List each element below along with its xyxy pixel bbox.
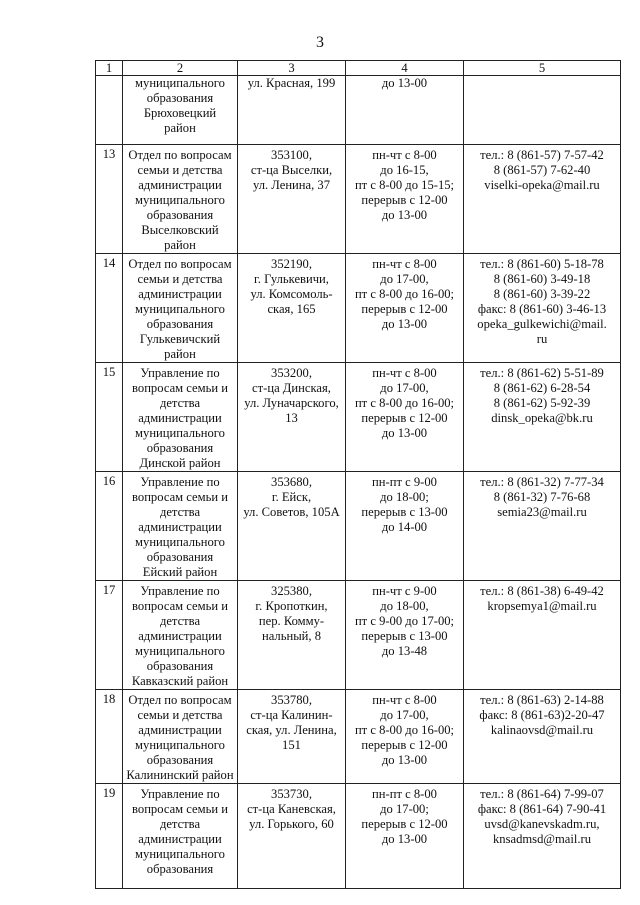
organization-name-line: администрации	[138, 723, 222, 737]
column-header: 1	[96, 61, 123, 76]
working-hours-line: до 13-00	[381, 76, 428, 90]
organization-name-line: вопросам семьи и	[132, 381, 228, 395]
row-number-cell: 19	[96, 784, 123, 889]
contacts-cell	[464, 784, 621, 889]
address-line: ул. Комсомоль-	[250, 287, 333, 301]
working-hours-cell	[346, 254, 464, 363]
address-line: ст-ца Каневская,	[247, 802, 336, 816]
organization-name-line: Динской район	[139, 456, 221, 470]
organization-name-line: муниципального	[135, 644, 225, 658]
contacts-cell	[464, 690, 621, 784]
address-line: 353780,	[271, 693, 312, 707]
working-hours-line: перерыв с 12-00	[361, 817, 448, 831]
organization-name-line: муниципального	[135, 535, 225, 549]
working-hours-line: перерыв с 13-00	[361, 629, 448, 643]
working-hours-line: перерыв с 12-00	[361, 411, 448, 425]
address-line: 325380,	[271, 584, 312, 598]
contacts-cell	[464, 254, 621, 363]
address-cell	[238, 145, 346, 254]
contacts-line: тел.: 8 (861-62) 5-51-89	[480, 366, 604, 380]
organization-name-cell	[123, 472, 238, 581]
row-number-cell	[96, 76, 123, 145]
organization-name-line: администрации	[138, 520, 222, 534]
working-hours-line: пт с 8-00 до 16-00;	[354, 723, 455, 737]
organization-name-line: администрации	[138, 287, 222, 301]
working-hours-line: перерыв с 13-00	[361, 505, 448, 519]
organization-name-line: Брюховецкий	[143, 106, 217, 120]
contacts-line: 8 (861-62) 5-92-39	[493, 396, 591, 410]
organization-name-line: вопросам семьи и	[132, 802, 228, 816]
contacts-line: тел.: 8 (861-38) 6-49-42	[480, 584, 604, 598]
row-number-cell: 16	[96, 472, 123, 581]
table-row	[96, 690, 621, 784]
organization-name-line: Гулькевичский	[139, 332, 221, 346]
working-hours-line: перерыв с 12-00	[361, 738, 448, 752]
contacts-cell	[464, 581, 621, 690]
address-line: 352190,	[271, 257, 312, 271]
address-line: г. Кропоткин,	[255, 599, 328, 613]
working-hours-cell	[346, 472, 464, 581]
working-hours-line: перерыв с 12-00	[361, 302, 448, 316]
contacts-line: тел.: 8 (861-60) 5-18-78	[480, 257, 604, 271]
organization-name-line: администрации	[138, 629, 222, 643]
working-hours-line: до 16-15,	[380, 163, 429, 177]
working-hours-line: до 17-00;	[380, 802, 429, 816]
address-line: 353100,	[271, 148, 312, 162]
organization-name-line: Управление по	[140, 475, 220, 489]
address-line: 353200,	[271, 366, 312, 380]
working-hours-line: до 17-00,	[380, 381, 429, 395]
working-hours-line: до 14-00	[381, 520, 428, 534]
address-line: ул. Горького, 60	[249, 817, 334, 831]
organization-name-line: администрации	[138, 178, 222, 192]
table-row	[96, 581, 621, 690]
working-hours-line: до 13-00	[381, 208, 428, 222]
organization-name-line: детства	[159, 396, 201, 410]
address-line: ст-ца Выселки,	[250, 163, 333, 177]
organization-name-line: детства	[159, 614, 201, 628]
contacts-line: dinsk_opeka@bk.ru	[491, 411, 593, 425]
organization-name-line: вопросам семьи и	[132, 599, 228, 613]
organization-name-line: Калининский район	[126, 768, 234, 782]
working-hours-line: до 18-00,	[380, 599, 429, 613]
contacts-line: тел.: 8 (861-63) 2-14-88	[480, 693, 604, 707]
organization-name-line: Управление по	[140, 787, 220, 801]
organization-name-line: образования	[146, 550, 214, 564]
organization-name-line: образования	[146, 91, 214, 105]
column-header: 2	[123, 61, 238, 76]
address-cell	[238, 690, 346, 784]
organization-name-line: Выселковский	[141, 223, 219, 237]
contacts-cell	[464, 145, 621, 254]
address-line: ст-ца Калинин-	[250, 708, 333, 722]
organization-name-line: Кавказский район	[131, 674, 229, 688]
table-header-row	[96, 61, 621, 76]
organization-name-cell	[123, 581, 238, 690]
organization-name-line: муниципального	[135, 193, 225, 207]
organization-name-line: Управление по	[140, 584, 220, 598]
address-line: г. Ейск,	[271, 490, 312, 504]
working-hours-line: пт с 8-00 до 16-00;	[354, 396, 455, 410]
contacts-line: knsadmsd@mail.ru	[493, 832, 591, 846]
address-line: нальный, 8	[261, 629, 321, 643]
organization-name-line: муниципального	[135, 738, 225, 752]
contacts-line: kalinaovsd@mail.ru	[490, 723, 594, 737]
organization-name-line: Ейский район	[142, 565, 218, 579]
row-number-cell: 14	[96, 254, 123, 363]
address-cell	[238, 472, 346, 581]
working-hours-cell	[346, 690, 464, 784]
contacts-table	[95, 60, 621, 889]
organization-name-line: семьи и детства	[137, 708, 223, 722]
contacts-line: тел.: 8 (861-32) 7-77-34	[480, 475, 604, 489]
table-row	[96, 784, 621, 889]
contacts-line: 8 (861-62) 6-28-54	[493, 381, 591, 395]
organization-name-cell	[123, 254, 238, 363]
organization-name-line: образования	[146, 208, 214, 222]
address-line: г. Гулькевичи,	[254, 272, 329, 286]
organization-name-cell	[123, 76, 238, 145]
address-cell	[238, 76, 346, 145]
working-hours-line: до 13-48	[381, 644, 428, 658]
column-header: 5	[464, 61, 621, 76]
row-number-cell: 13	[96, 145, 123, 254]
address-cell	[238, 784, 346, 889]
contacts-cell	[464, 472, 621, 581]
organization-name-cell	[123, 784, 238, 889]
organization-name-cell	[123, 145, 238, 254]
contacts-line: факс: 8 (861-64) 7-90-41	[477, 802, 607, 816]
contacts-line: 8 (861-60) 3-49-18	[493, 272, 591, 286]
organization-name-line: образования	[146, 317, 214, 331]
organization-name-line: вопросам семьи и	[132, 490, 228, 504]
working-hours-line: пн-чт с 8-00	[372, 148, 437, 162]
organization-name-cell	[123, 363, 238, 472]
organization-name-line: детства	[159, 505, 201, 519]
table-row	[96, 145, 621, 254]
organization-name-line: муниципального	[135, 426, 225, 440]
address-line: ул. Красная, 199	[247, 76, 336, 90]
organization-name-line: образования	[146, 441, 214, 455]
page-number: 3	[316, 34, 324, 51]
working-hours-line: пт с 8-00 до 15-15;	[354, 178, 455, 192]
organization-name-line: район	[164, 121, 196, 135]
working-hours-line: пн-пт с 9-00	[372, 475, 437, 489]
table-row	[96, 363, 621, 472]
working-hours-line: до 18-00;	[380, 490, 429, 504]
address-cell	[238, 581, 346, 690]
organization-name-line: семьи и детства	[137, 272, 223, 286]
address-line: ская, ул. Ленина,	[246, 723, 337, 737]
contacts-cell	[464, 76, 621, 145]
working-hours-cell	[346, 363, 464, 472]
organization-name-line: образования	[146, 862, 214, 876]
address-line: пер. Комму-	[258, 614, 325, 628]
contacts-line: kropsemya1@mail.ru	[487, 599, 597, 613]
working-hours-cell	[346, 581, 464, 690]
address-line: 13	[285, 411, 298, 425]
contacts-line: 8 (861-60) 3-39-22	[493, 287, 591, 301]
organization-name-line: муниципального	[135, 302, 225, 316]
contacts-line: ru	[536, 332, 548, 346]
address-cell	[238, 363, 346, 472]
contacts-line: тел.: 8 (861-57) 7-57-42	[480, 148, 604, 162]
working-hours-line: пт с 8-00 до 16-00;	[354, 287, 455, 301]
working-hours-cell	[346, 145, 464, 254]
working-hours-line: пн-чт с 9-00	[372, 584, 437, 598]
contacts-line: opeka_gulkewichi@mail.	[477, 317, 607, 331]
organization-name-line: семьи и детства	[137, 163, 223, 177]
working-hours-line: пн-чт с 8-00	[372, 366, 437, 380]
organization-name-line: Отдел по вопросам	[128, 257, 232, 271]
organization-name-cell	[123, 690, 238, 784]
organization-name-line: администрации	[138, 832, 222, 846]
address-line: ская, 165	[267, 302, 316, 316]
organization-name-line: администрации	[138, 411, 222, 425]
working-hours-line: до 13-00	[381, 753, 428, 767]
organization-name-line: район	[164, 347, 196, 361]
table-body	[96, 61, 621, 889]
working-hours-line: пн-пт с 8-00	[372, 787, 437, 801]
column-header: 3	[238, 61, 346, 76]
working-hours-line: до 13-00	[381, 426, 428, 440]
column-header: 4	[346, 61, 464, 76]
contacts-line: uvsd@kanevskadm.ru,	[484, 817, 600, 831]
contacts-line: факс: 8 (861-60) 3-46-13	[477, 302, 607, 316]
row-number-cell: 18	[96, 690, 123, 784]
table-row	[96, 472, 621, 581]
address-line: 151	[282, 738, 301, 752]
row-number-cell: 17	[96, 581, 123, 690]
organization-name-line: район	[164, 238, 196, 252]
working-hours-line: до 17-00,	[380, 708, 429, 722]
address-cell	[238, 254, 346, 363]
organization-name-line: Отдел по вопросам	[128, 693, 232, 707]
contacts-line: тел.: 8 (861-64) 7-99-07	[480, 787, 604, 801]
working-hours-line: пн-чт с 8-00	[372, 693, 437, 707]
working-hours-cell	[346, 784, 464, 889]
contacts-line: 8 (861-32) 7-76-68	[493, 490, 591, 504]
working-hours-line: до 17-00,	[380, 272, 429, 286]
address-line: ул. Советов, 105А	[243, 505, 340, 519]
working-hours-line: пт с 9-00 до 17-00;	[354, 614, 455, 628]
address-line: ул. Луначарского,	[244, 396, 339, 410]
working-hours-line: пн-чт с 8-00	[372, 257, 437, 271]
contacts-line: semia23@mail.ru	[497, 505, 587, 519]
address-line: 353680,	[271, 475, 312, 489]
organization-name-line: муниципального	[135, 847, 225, 861]
working-hours-line: до 13-00	[381, 832, 428, 846]
organization-name-line: муниципального	[135, 76, 225, 90]
table-row	[96, 254, 621, 363]
working-hours-cell	[346, 76, 464, 145]
contacts-line: 8 (861-57) 7-62-40	[493, 163, 591, 177]
organization-name-line: Управление по	[140, 366, 220, 380]
address-line: ул. Ленина, 37	[252, 178, 331, 192]
table-row	[96, 76, 621, 145]
organization-name-line: Отдел по вопросам	[128, 148, 232, 162]
contacts-line: факс: 8 (861-63)2-20-47	[479, 708, 605, 722]
working-hours-line: перерыв с 12-00	[361, 193, 448, 207]
row-number-cell: 15	[96, 363, 123, 472]
organization-name-line: образования	[146, 659, 214, 673]
address-line: 353730,	[271, 787, 312, 801]
contacts-cell	[464, 363, 621, 472]
organization-name-line: детства	[159, 817, 201, 831]
organization-name-line: образования	[146, 753, 214, 767]
contacts-line: viselki-opeka@mail.ru	[484, 178, 600, 192]
address-line: ст-ца Динская,	[252, 381, 331, 395]
working-hours-line: до 13-00	[381, 317, 428, 331]
